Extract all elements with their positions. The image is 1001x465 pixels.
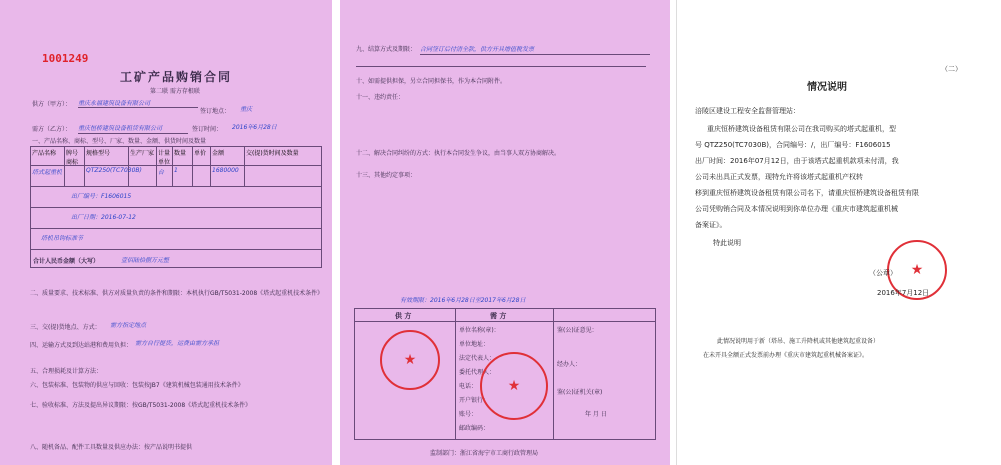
th-price: 单价 — [193, 147, 211, 167]
clause-2: 二、质量要求、技术标准、供方对质量负责的条件和期限：本机执行GB/T5031-2008《塔式起重机技术条件》 — [30, 290, 324, 297]
clause-13: 十三、其他约定事项： — [356, 172, 417, 179]
sign-place-value: 重庆 — [240, 106, 253, 113]
serial-number: 1001249 — [42, 52, 89, 65]
addressee: 涪陵区建设工程安全监督管理站： — [695, 107, 800, 115]
clause-7: 七、验收标准、方法及提出异议期限：按GB/T5031-2008《塔式起重机技术条件》 — [30, 402, 252, 409]
supplier-col-header: 供 方 — [395, 312, 412, 320]
statement-page — [676, 0, 1001, 465]
notary-opinion: 鉴(公)证意见： — [557, 327, 598, 334]
supplier-seal-icon — [380, 330, 440, 390]
table-row — [31, 229, 321, 250]
field-unit-name: 单位名称(章)： — [459, 327, 500, 334]
note-line-2: 在未开具全额正式发票前办理《重庆市建筑起重机械备案证》。 — [703, 352, 869, 359]
sign-date-value: 2016年6月28日 — [232, 124, 277, 131]
clause-11: 十一、违约责任： — [356, 94, 405, 101]
corner-label: （二） — [941, 65, 962, 73]
signoff-company: （公章） — [869, 269, 897, 277]
signoff-date: 2016年7月12日 — [877, 289, 930, 297]
note-line-1: 此情况说明用于新（塔吊、施工升降机或其他建筑起重设备） — [717, 338, 880, 345]
contract-title: 工矿产品购销合同 — [120, 70, 233, 84]
th-qty: 数量 — [173, 147, 193, 167]
sign-place-label: 签订地点： — [200, 108, 231, 115]
field-postcode: 邮政编码： — [459, 425, 490, 432]
cell-model: QTZ250(TC7030B) — [85, 166, 129, 186]
buyer-label: 需方（乙方）： — [32, 126, 72, 133]
table-row — [31, 208, 321, 229]
statement-title: 情况说明 — [807, 82, 847, 93]
sign-date-label: 签订时间： — [192, 126, 223, 133]
field-address: 单位地址： — [459, 341, 490, 348]
cell-unit: 台 — [157, 166, 173, 186]
th-maker: 生产厂家 — [129, 147, 157, 167]
body-line-3: 出厂时间：2016年07月12日，由于该塔式起重机款项未付清，我 — [695, 157, 899, 165]
clause-1: 一、产品名称、商标、型号、厂家、数量、金额、供货时间及数量 — [32, 138, 207, 145]
body-line-4: 公司未出具正式发票，现特允许将该塔式起重机产权转 — [695, 173, 863, 181]
contract-page-1 — [0, 0, 332, 465]
body-line-7: 备案证》。 — [695, 221, 727, 229]
supplier-value: 重庆永福建筑设备有限公司 — [78, 100, 151, 107]
clause-10: 十、如需提供担保，另立合同担保书，作为本合同附件。 — [356, 78, 507, 85]
footer-supervisor: 监制部门：浙江省海宁市工商行政管理局 — [430, 450, 539, 457]
th-amount: 金额 — [211, 147, 245, 167]
body-line-1: 重庆恒桥建筑设备租赁有限公司在我司购买的塔式起重机，型 — [707, 125, 896, 133]
date-line: 有效期限：2016年6月28日至2017年6月28日 — [400, 297, 526, 304]
th-unit: 计量单位 — [157, 147, 173, 167]
field-bank: 开户银行： — [459, 397, 490, 404]
field-legal-rep: 法定代表人： — [459, 355, 496, 362]
clause-12: 十二、解决合同纠纷的方式：执行本合同发生争议，由当事人双方协商解决。 — [356, 150, 561, 157]
body-line-2: 号 QTZ250(TC7030B)，合同编号：/，出厂编号：F1606015 — [695, 141, 891, 149]
clause-5: 五、合理损耗及计算方法： — [30, 368, 103, 375]
cell-qty: 1 — [173, 166, 193, 186]
closing: 特此说明 — [713, 239, 741, 247]
th-model: 规格型号 — [85, 147, 129, 167]
notary-office: 鉴(公)证机关(章) — [557, 389, 603, 396]
product-table — [30, 146, 322, 268]
notary-date: 年 月 日 — [585, 411, 607, 418]
cell-amount: 1680000 — [211, 166, 245, 186]
clause-6: 六、包装标准、包装物的供应与回收：包装按JB7《建筑机械包装通用技术条件》 — [30, 382, 244, 389]
supplier-label: 供方（甲方）： — [32, 101, 72, 108]
field-agent: 委托代理人： — [459, 369, 496, 376]
contract-page-2 — [340, 0, 670, 465]
clause-4-value: 需方自行提货，运费由需方承担 — [135, 340, 220, 347]
cell-product: 塔式起重机 — [31, 166, 65, 186]
body-line-5: 移到重庆恒桥建筑设备租赁有限公司名下，请重庆恒桥建筑设备租赁有限 — [695, 189, 919, 197]
clause-3-value: 需方指定地点 — [110, 322, 147, 329]
total-row — [31, 250, 321, 270]
th-name: 产品名称 — [31, 147, 65, 167]
clause-9: 九、结算方式及期限： — [356, 46, 417, 53]
buyer-seal-icon — [480, 352, 548, 420]
buyer-value: 重庆恒桥建筑设备租赁有限公司 — [78, 125, 163, 132]
notary-handler: 经办人： — [557, 361, 582, 368]
th-delivery: 交(提)货时间及数量 — [246, 150, 299, 157]
total-value: 壹佰陆拾捌万元整 — [121, 257, 170, 264]
row-note-1: 出厂编号：F1606015 — [71, 193, 132, 200]
copy-note: 第二联 需方存根联 — [150, 88, 200, 95]
total-label: 合计人民币金额（大写） — [33, 258, 100, 265]
clause-9-value: 合同签订后付清全款，供方开具增值税发票 — [420, 46, 535, 53]
table-row — [31, 166, 321, 187]
table-row — [31, 187, 321, 208]
row-note-2: 出厂日期：2016-07-12 — [71, 214, 136, 221]
clause-8: 八、随机备品、配件工具数量及供应办法：按产品说明书提供 — [30, 444, 193, 451]
th-brand: 牌号商标 — [65, 147, 85, 167]
clause-4: 四、运输方式及到达站港和费用负担： — [30, 342, 133, 349]
buyer-col-header: 需 方 — [490, 312, 507, 320]
body-line-6: 公司凭购销合同及本情况说明到你单位办理《重庆市建筑起重机械 — [695, 205, 898, 213]
field-account: 账号： — [459, 411, 478, 418]
field-phone: 电话： — [459, 383, 478, 390]
row-note-3: 塔机吊钩标准节 — [41, 235, 84, 242]
clause-3: 三、交(提)货地点、方式： — [30, 324, 101, 331]
